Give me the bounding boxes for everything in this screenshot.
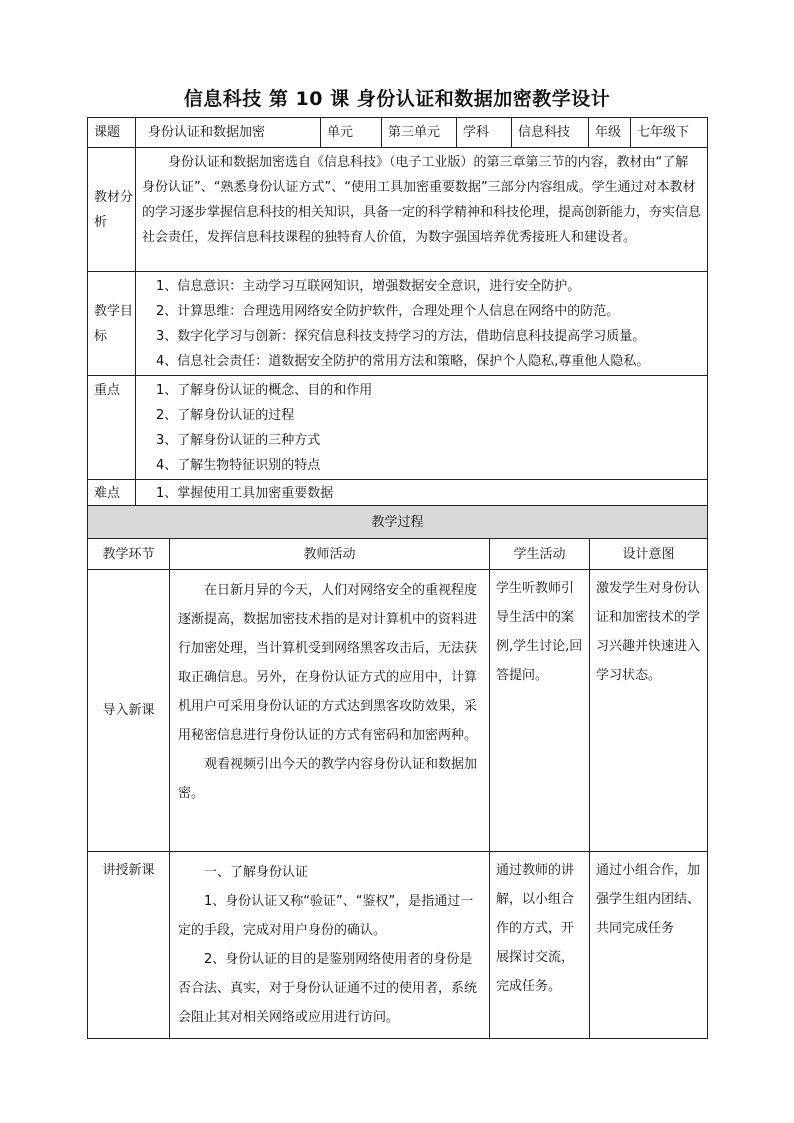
analysis-label: 教材分析 [88, 148, 136, 272]
header-student: 学生活动 [490, 539, 590, 570]
unit-value: 第三单元 [382, 118, 457, 148]
header-purpose: 设计意图 [590, 539, 708, 570]
lecture-teacher-p2: 1、身份认证又称“验证”、“鉴权”，是指通过一定的手段，完成对用户身份的确认。 [178, 894, 474, 938]
key-point-item: 2、了解身份认证的过程 [156, 408, 295, 423]
info-row [88, 118, 708, 148]
subject-value: 信息科技 [512, 118, 589, 148]
lecture-stage: 讲授新课 [88, 852, 170, 1039]
goal-item: 4、信息社会责任：道数据安全防护的常用方法和策略，保护个人隐私,尊重他人隐私。 [156, 354, 650, 369]
goals-row [88, 272, 708, 376]
analysis-row [88, 148, 708, 272]
key-points-row [88, 376, 708, 480]
topic-value: 身份认证和数据加密 [136, 118, 321, 148]
process-band-row [88, 506, 708, 539]
process-band: 教学过程 [88, 506, 708, 539]
lecture-teacher-p3: 2、身份认证的目的是鉴别网络使用者的身份是否合法、真实，对于身份认证通不过的使用者，系统会阻止其对相关网络或应用进行访问。 [178, 952, 478, 1025]
grade-value: 七年级下 [631, 118, 708, 148]
lecture-purpose: 通过小组合作，加强学生组内团结、共同完成任务 [590, 852, 708, 1039]
intro-row [88, 570, 708, 852]
header-stage: 教学环节 [88, 539, 170, 570]
key-points-list [136, 376, 708, 480]
key-point-item: 1、了解身份认证的概念、目的和作用 [156, 383, 373, 398]
intro-stage: 导入新课 [88, 570, 170, 852]
key-point-item: 4、了解生物特征识别的特点 [156, 458, 321, 473]
analysis-text: 身份认证和数据加密选自《信息科技》（电子工业版）的第三章第三节的内容，教材由“了解身份认证”、“熟悉身份认证方式”、“使用工具加密重要数据”三部分内容组成。学生通过对本教材的学习逐步掌握信息科技的相关知识，具备一定的科学精神和科技伦理，提高创新能力，夯实信息社会责任，发挥信息科技课程的独特育人价值，为数字强国培养优秀接班人和建设者。 [136, 148, 708, 272]
lesson-info-table [87, 117, 708, 507]
key-points-label: 重点 [88, 376, 136, 480]
topic-label: 课题 [88, 118, 136, 148]
grade-label: 年级 [589, 118, 631, 148]
header-teacher: 教师活动 [170, 539, 490, 570]
key-point-item: 3、了解身份认证的三种方式 [156, 433, 321, 448]
difficulty-row [88, 480, 708, 507]
intro-teacher-p2: 观看视频引出今天的教学内容身份认证和数据加密。 [178, 757, 478, 801]
goals-list [136, 272, 708, 376]
unit-label: 单元 [321, 118, 382, 148]
intro-student: 学生听教师引导生活中的案例,学生讨论,回答提问。 [490, 570, 590, 852]
intro-teacher [170, 570, 490, 852]
intro-teacher-p1: 在日新月异的今天，人们对网络安全的重视程度逐渐提高，数据加密技术指的是对计算机中的资料进行加密处理，当计算机受到网络黑客攻击后，无法获取正确信息。另外，在身份认证方式的应用中，计算机用户可采用身份认证的方式达到黑客攻防效果，采用秘密信息进行身份认证的方式有密码和加密两种。 [178, 583, 478, 743]
lecture-row [88, 852, 708, 1039]
intro-purpose: 激发学生对身份认证和加密技术的学习兴趣并快速进入学习状态。 [590, 570, 708, 852]
process-header-row [88, 539, 708, 570]
lecture-student: 通过教师的讲解，以小组合作的方式，开展探讨交流，完成任务。 [490, 852, 590, 1039]
difficulty-text: 1、掌握使用工具加密重要数据 [156, 485, 334, 501]
goals-label: 教学目标 [88, 272, 136, 376]
difficulty-label: 难点 [88, 480, 136, 507]
lecture-teacher [170, 852, 490, 1039]
page-title: 信息科技 第 10 课 身份认证和数据加密教学设计 [183, 88, 611, 110]
goal-item: 3、数字化学习与创新：探究信息科技支持学习的方法，借助信息科技提高学习质量。 [156, 329, 646, 344]
lecture-teacher-p1: 一、了解身份认证 [204, 865, 309, 880]
goal-item: 1、信息意识：主动学习互联网知识，增强数据安全意识，进行安全防护。 [156, 279, 581, 294]
goal-item: 2、计算思维：合理选用网络安全防护软件，合理处理个人信息在网络中的防范。 [156, 304, 620, 319]
process-table [87, 505, 708, 1039]
subject-label: 学科 [457, 118, 512, 148]
